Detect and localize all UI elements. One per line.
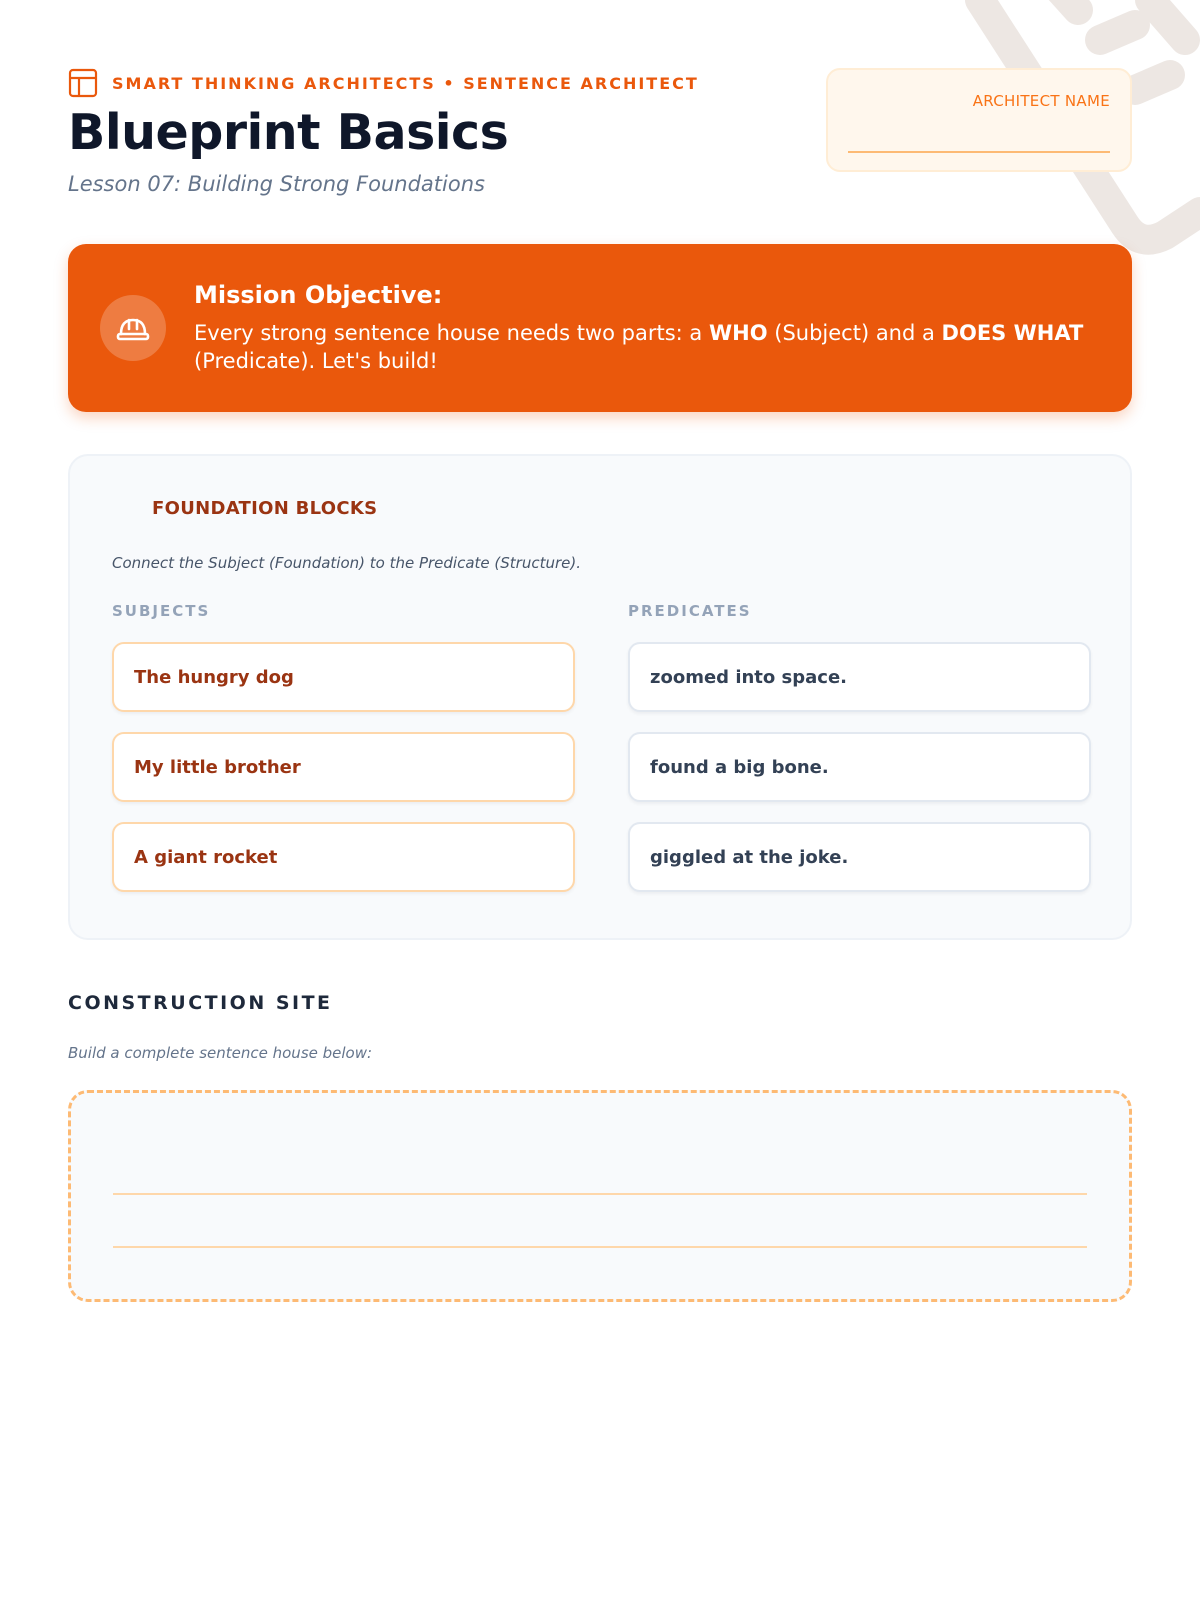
mission-text-part: (Subject) and a xyxy=(767,321,942,345)
predicate-block[interactable]: found a big bone. xyxy=(628,732,1091,802)
subjects-header: SUBJECTS xyxy=(112,602,211,620)
page-title: Blueprint Basics xyxy=(68,104,509,161)
foundation-blocks-title: FOUNDATION BLOCKS xyxy=(152,498,378,519)
writing-line[interactable] xyxy=(113,1193,1087,1195)
subjects-column xyxy=(112,602,575,912)
construction-site-box[interactable] xyxy=(68,1090,1132,1302)
foundation-instruction: Connect the Subject (Foundation) to the Predicate (Structure). xyxy=(112,554,581,572)
architect-name-card xyxy=(826,68,1132,172)
predicates-header: PREDICATES xyxy=(628,602,752,620)
mission-keyword-who: WHO xyxy=(708,321,768,345)
brand-label: SMART THINKING ARCHITECTS • SENTENCE ARCHITECT xyxy=(112,73,699,93)
layout-icon xyxy=(68,68,98,98)
predicate-block[interactable]: giggled at the joke. xyxy=(628,822,1091,892)
mission-keyword-does-what: DOES WHAT xyxy=(941,321,1084,345)
writing-line[interactable] xyxy=(113,1246,1087,1248)
mission-text-part: (Predicate). Let's build! xyxy=(194,349,438,373)
mission-banner xyxy=(68,244,1132,412)
mission-title: Mission Objective: xyxy=(194,281,443,309)
architect-name-field[interactable] xyxy=(848,151,1110,153)
predicates-column xyxy=(628,602,1091,912)
construction-instruction: Build a complete sentence house below: xyxy=(68,1044,373,1062)
brand-row xyxy=(68,68,699,98)
predicate-block[interactable]: zoomed into space. xyxy=(628,642,1091,712)
foundation-blocks-panel xyxy=(68,454,1132,940)
mission-icon-badge xyxy=(100,295,166,361)
mission-content xyxy=(194,281,1100,375)
worksheet-header xyxy=(68,0,1132,230)
page-subtitle: Lesson 07: Building Strong Foundations xyxy=(68,172,485,196)
construction-site-title: CONSTRUCTION SITE xyxy=(68,992,333,1014)
subject-block[interactable]: The hungry dog xyxy=(112,642,575,712)
architect-name-label: ARCHITECT NAME xyxy=(972,92,1110,110)
subject-block[interactable]: My little brother xyxy=(112,732,575,802)
mission-text xyxy=(194,319,1100,375)
subject-block[interactable]: A giant rocket xyxy=(112,822,575,892)
mission-text-part: Every strong sentence house needs two parts: a xyxy=(194,321,709,345)
hard-hat-icon xyxy=(114,309,152,347)
